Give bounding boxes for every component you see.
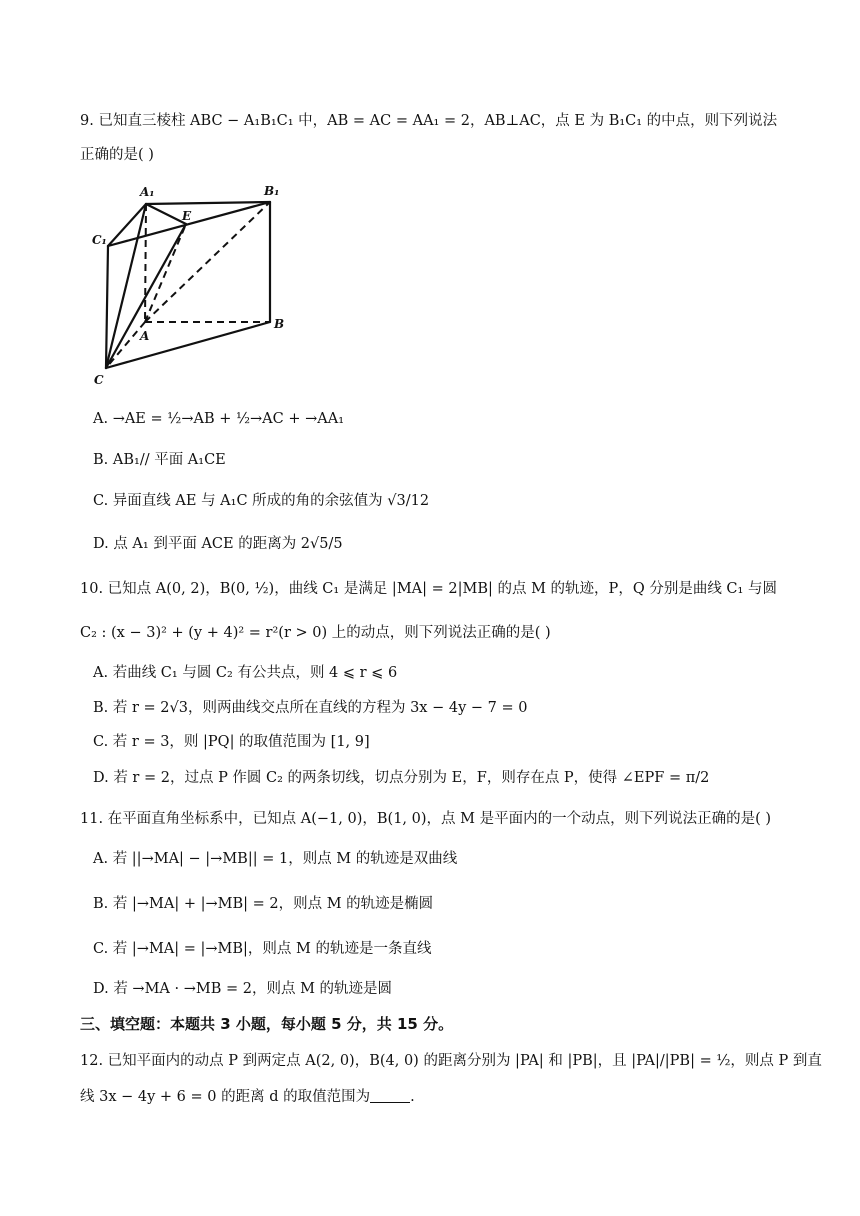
label-a: A xyxy=(140,329,150,343)
q9-stem-line1: 9. 已知直三棱柱 ABC − A₁B₁C₁ 中，AB = AC = AA₁ = 2，AB⊥AC，点 E 为 B₁C₁ 的中点，则下列说法 xyxy=(80,113,778,129)
q11-option-b: B. 若 |→MA| + |→MB| = 2，则点 M 的轨迹是椭圆 xyxy=(93,896,434,912)
label-a1: A₁ xyxy=(140,185,155,199)
q9-stem-line2: 正确的是( ) xyxy=(80,147,154,163)
q10-option-b: B. 若 r = 2√3，则两曲线交点所在直线的方程为 3x − 4y − 7 = 0 xyxy=(93,700,528,716)
q11-option-d: D. 若 →MA · →MB = 2，则点 M 的轨迹是圆 xyxy=(93,981,393,997)
label-b: B xyxy=(274,317,285,331)
edge-a1e xyxy=(146,204,186,224)
label-e: E xyxy=(182,209,192,223)
label-b1: B₁ xyxy=(264,184,280,198)
q12-stem-line1: 12. 已知平面内的动点 P 到两定点 A(2, 0)，B(4, 0) 的距离分别为 |PA| 和 |PB|，且 |PA|/|PB| = ½，则点 P 到直 xyxy=(80,1053,822,1069)
q11-option-a: A. 若 ||→MA| − |→MB|| = 1，则点 M 的轨迹是双曲线 xyxy=(93,851,458,867)
q9-option-b: B. AB₁// 平面 A₁CE xyxy=(93,452,226,468)
q12-line2-text: 线 3x − 4y + 6 = 0 的距离 d 的取值范围为 xyxy=(80,1089,371,1105)
label-c: C xyxy=(94,373,104,387)
q12-line2-end: . xyxy=(410,1089,415,1105)
section-heading-fill-blank: 三、填空题：本题共 3 小题，每小题 5 分，共 15 分。 xyxy=(80,1015,454,1033)
q10-stem-line2: C₂ : (x − 3)² + (y + 4)² = r²(r > 0) 上的动点，则下列说法正确的是( ) xyxy=(80,625,551,641)
q10-option-c: C. 若 r = 3，则 |PQ| 的取值范围为 [1, 9] xyxy=(93,734,370,750)
q10-stem-line1: 10. 已知点 A(0, 2)，B(0, ½)，曲线 C₁ 是满足 |MA| = 2|MB| 的点 M 的轨迹，P，Q 分别是曲线 C₁ 与圆 xyxy=(80,581,777,597)
answer-blank[interactable] xyxy=(370,1088,410,1103)
q9-option-c: C. 异面直线 AE 与 A₁C 所成的角的余弦值为 √3/12 xyxy=(93,493,430,509)
q11-option-c: C. 若 |→MA| = |→MB|，则点 M 的轨迹是一条直线 xyxy=(93,941,432,957)
q10-option-a: A. 若曲线 C₁ 与圆 C₂ 有公共点，则 4 ⩽ r ⩽ 6 xyxy=(93,665,398,681)
label-c1: C₁ xyxy=(92,233,107,247)
edge-cb xyxy=(106,322,270,368)
edge-a1b1 xyxy=(146,202,270,204)
q9-option-d: D. 点 A₁ 到平面 ACE 的距离为 2√5/5 xyxy=(93,536,343,552)
q12-stem-line2 xyxy=(80,1086,415,1108)
q9-option-a: A. →AE = ½→AB + ½→AC + →AA₁ xyxy=(93,411,345,427)
edge-a1a-hidden xyxy=(145,204,146,322)
q10-option-d: D. 若 r = 2，过点 P 作圆 C₂ 的两条切线，切点分别为 E，F，则存在点 P，使得 ∠EPF = π/2 xyxy=(93,770,710,786)
q11-stem: 11. 在平面直角坐标系中，已知点 A(−1, 0)，B(1, 0)，点 M 是平面内的一个动点，则下列说法正确的是( ) xyxy=(80,811,772,827)
edge-c1c xyxy=(106,246,108,368)
prism-figure xyxy=(88,182,288,392)
edge-ae-hidden xyxy=(145,224,186,322)
